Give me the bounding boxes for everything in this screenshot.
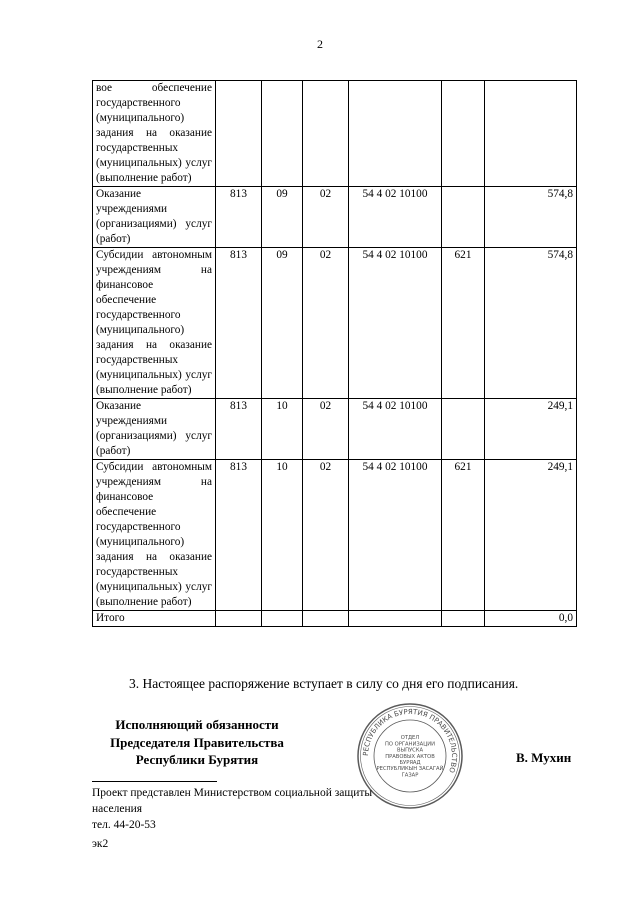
page-number: 2 [317,37,323,51]
section-code-cell [262,81,303,187]
table-row [93,460,577,611]
row-name-cell: Итого [93,611,216,627]
seal-center-text [377,735,444,778]
seal-ring-text: РЕСПУБЛИКА БУРЯТИЯ ПРАВИТЕЛЬСТВО [361,707,459,774]
expense-type-cell [442,81,485,187]
target-article-cell [349,81,442,187]
subsection-code-cell: 02 [303,248,349,399]
target-article-cell: 54 4 02 10100 [349,248,442,399]
seal-center-line: РЕСПУБЛИКЫН ЗАСАГАЙ [376,766,444,773]
signatory-line-1: Исполняющий обязанности [115,717,279,732]
seal-center-line: ПРАВОВЫХ АКТОВ [385,753,435,760]
target-article-cell: 54 4 02 10100 [349,460,442,611]
amount-cell: 249,1 [485,460,577,611]
seal-center-line: ПО ОРГАНИЗАЦИИ [384,741,436,748]
subsection-code-cell [303,611,349,627]
ministry-code-cell [216,611,262,627]
target-article-cell: 54 4 02 10100 [349,187,442,248]
amount-cell: 574,8 [485,187,577,248]
signatory-line-2: Председателя Правительства [110,734,284,750]
expense-type-cell [442,187,485,248]
table-row [93,81,577,187]
section-code-cell: 10 [262,460,303,611]
budget-table [92,80,577,627]
ministry-code-cell: 813 [216,460,262,611]
table-row [93,248,577,399]
expense-type-cell [442,399,485,460]
seal-center-line: БУРЯАД [399,760,421,766]
row-name-cell: Оказание учреждениями (организациями) услуг (работ) [93,187,216,248]
ministry-code-cell: 813 [216,248,262,399]
amount-cell: 0,0 [485,611,577,627]
subsection-code-cell: 02 [303,187,349,248]
section-code-cell [262,611,303,627]
signatory-line-3: Республики Бурятия [135,752,259,767]
signatory-title [92,716,302,769]
project-note-text: Проект представлен Министерством социальной защиты населения [92,787,373,815]
seal-center-line: ВЫПУСКА [396,747,424,754]
ministry-code-cell: 813 [216,187,262,248]
subsection-code-cell: 02 [303,399,349,460]
signer-name: В. Мухин [516,750,572,765]
amount-cell: 574,8 [485,248,577,399]
ministry-code-cell [216,81,262,187]
table-row [93,611,577,627]
row-name-cell: вое обеспечение государственного (муниципального) задания на оказание государственных (муниципальных) услуг (выполнение работ) [93,81,216,187]
expense-type-cell: 621 [442,460,485,611]
expense-type-cell: 621 [442,248,485,399]
row-name-cell: Оказание учреждениями (организациями) услуг (работ) [93,399,216,460]
target-article-cell [349,611,442,627]
amount-cell: 249,1 [485,399,577,460]
project-note [92,785,374,833]
row-name-cell: Субсидии автономным учреждениям на финансовое обеспечение государственного (муниципального) задания на оказание государственных (муниципальных) услуг (выполнение работ) [93,248,216,399]
contact-phone: тел. 44-20-53 [92,819,156,831]
closing-paragraph-text: 3. Настоящее распоряжение вступает в силу со дня его подписания. [129,676,519,691]
ministry-code-cell: 813 [216,399,262,460]
amount-cell [485,81,577,187]
budget-table-body [93,81,577,627]
section-code-cell: 09 [262,248,303,399]
target-article-cell: 54 4 02 10100 [349,399,442,460]
row-name-cell: Субсидии автономным учреждениям на финансовое обеспечение государственного (муниципального) задания на оказание государственных (муниципальных) услуг (выполнение работ) [93,460,216,611]
table-row [93,187,577,248]
seal-center-line: ГАЗАР [401,772,419,779]
subsection-code-cell: 02 [303,460,349,611]
table-row [93,399,577,460]
expense-type-cell [442,611,485,627]
section-code-cell: 10 [262,399,303,460]
footnote-divider [92,781,217,782]
section-code-cell: 09 [262,187,303,248]
subsection-code-cell [303,81,349,187]
document-code: эк2 [92,838,109,850]
seal-center-line: ОТДЕЛ [400,735,420,742]
